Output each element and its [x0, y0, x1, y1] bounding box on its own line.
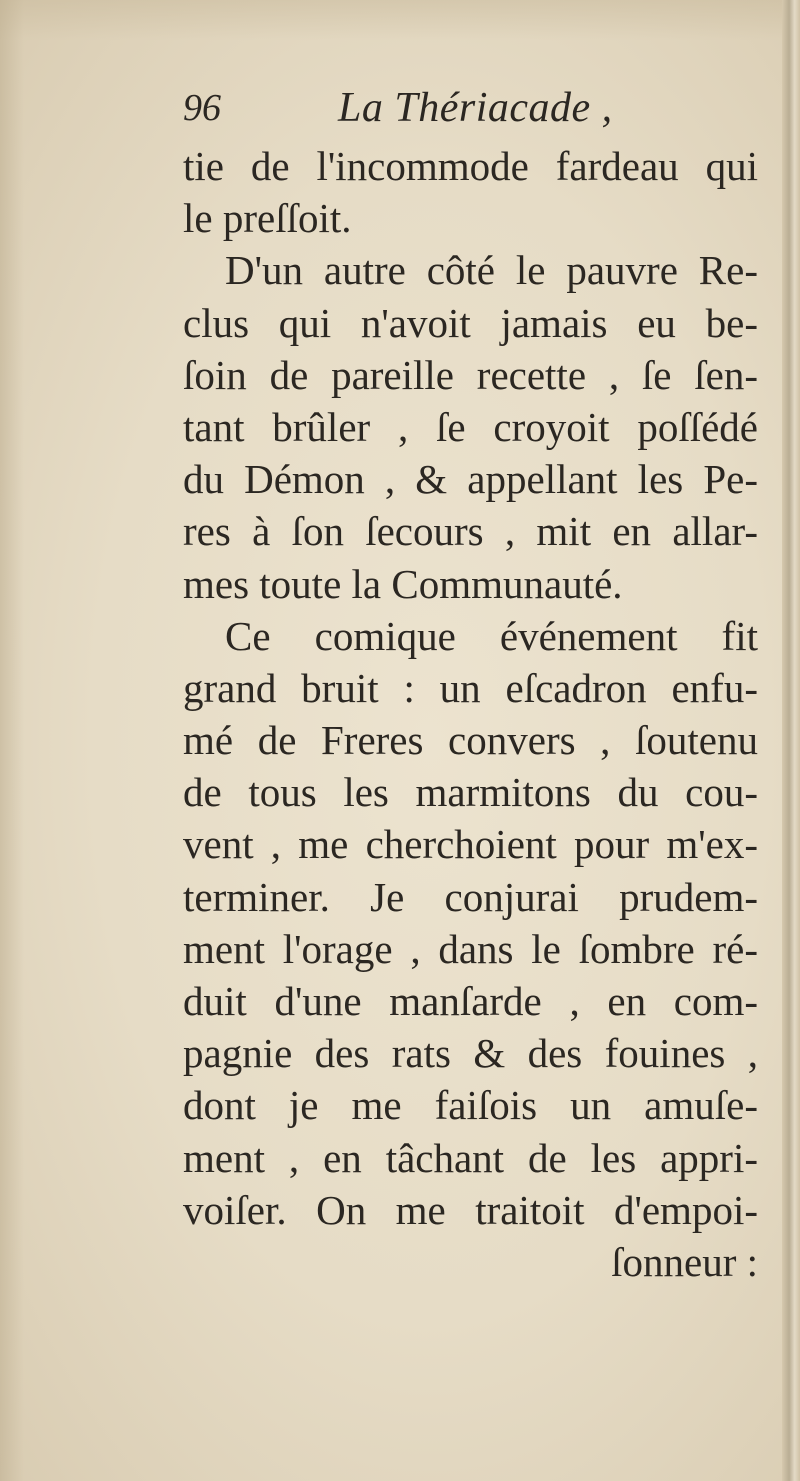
text-line: le preſſoit.	[183, 195, 352, 242]
text-line: voiſer. On me traitoit d'empoi-	[183, 1186, 758, 1233]
text-line: mes toute la Communauté.	[183, 560, 623, 607]
page-edge	[782, 0, 800, 1481]
page-header	[183, 82, 758, 140]
catchword: ſonneur :	[611, 1238, 758, 1285]
text-line: D'un autre côté le pauvre Re-	[225, 247, 758, 294]
page-text-block	[183, 82, 758, 1288]
text-line: dont je me faiſois un amuſe-	[183, 1082, 758, 1129]
text-line: vent , me cherchoient pour m'ex-	[183, 821, 758, 868]
text-line: ment , en tâchant de les appri-	[183, 1134, 758, 1181]
page-gutter-shading	[0, 0, 24, 1481]
text-line: mé de Freres convers , ſoutenu	[183, 717, 758, 764]
text-line: pagnie des rats & des fouines ,	[183, 1030, 758, 1077]
text-line: tie de l'incommode fardeau qui	[183, 143, 758, 189]
body-text	[183, 140, 758, 1288]
text-line: res à ſon ſecours , mit en allar-	[183, 508, 758, 555]
text-line: duit d'une manſarde , en com-	[183, 978, 758, 1024]
text-line: clus qui n'avoit jamais eu be-	[183, 299, 758, 346]
running-title: La Thériacade ,	[338, 85, 613, 131]
text-line: Ce comique événement fit	[225, 612, 758, 659]
page-top-shading	[0, 0, 782, 40]
page-number: 96	[183, 87, 221, 129]
text-line: ment l'orage , dans le ſombre ré-	[183, 925, 758, 972]
text-line: de tous les marmitons du cou-	[183, 769, 758, 816]
text-line: terminer. Je conjurai prudem-	[183, 873, 758, 920]
text-line: tant brûler , ſe croyoit poſſédé	[183, 403, 758, 450]
text-line: ſoin de pareille recette , ſe ſen-	[183, 351, 758, 398]
text-line: du Démon , & appellant les Pe-	[183, 456, 758, 503]
text-line: grand bruit : un eſcadron enfu-	[183, 664, 758, 711]
